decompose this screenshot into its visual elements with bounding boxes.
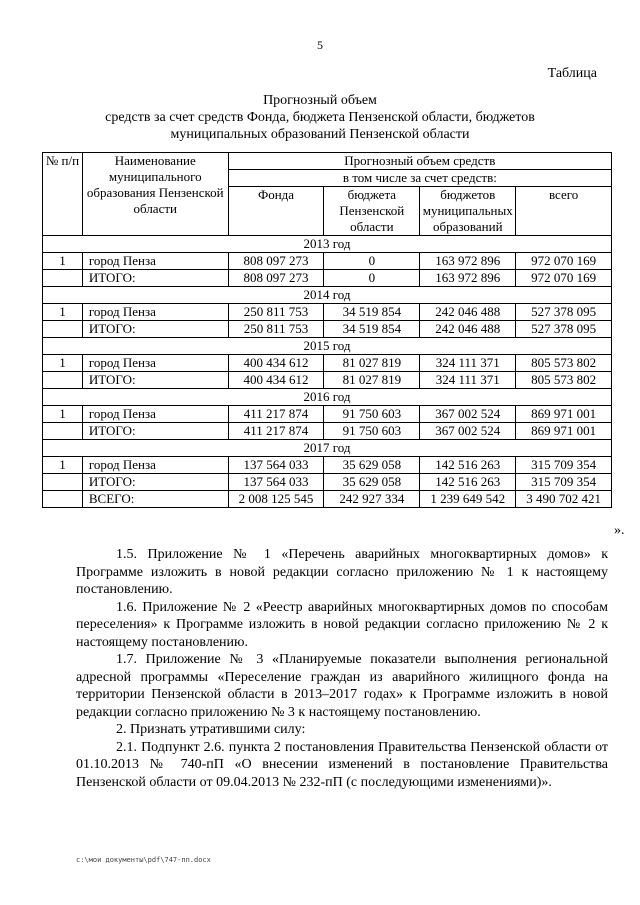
cell-total: 805 573 802: [516, 355, 612, 372]
cell-municipal: 1 239 649 542: [420, 491, 516, 508]
forecast-table: [42, 152, 612, 508]
cell-name: город Пенза: [82, 253, 228, 270]
cell-num: [43, 474, 83, 491]
page-number: 5: [317, 38, 323, 52]
header-region: бюджета Пензенской области: [324, 187, 420, 236]
cell-num: [43, 321, 83, 338]
cell-name: ИТОГО:: [82, 270, 228, 287]
cell-total: 527 378 095: [516, 321, 612, 338]
title-line: Прогнозный объем: [263, 93, 377, 108]
cell-name: город Пенза: [82, 304, 228, 321]
body-text: [76, 546, 608, 791]
header-name: Наименование муниципального образования Пензенской области: [82, 153, 228, 236]
cell-municipal: 242 046 488: [420, 304, 516, 321]
cell-total: 315 709 354: [516, 474, 612, 491]
subtotal-row: [43, 372, 612, 389]
cell-region: 35 629 058: [324, 474, 420, 491]
cell-total: 805 573 802: [516, 372, 612, 389]
cell-municipal: 324 111 371: [420, 372, 516, 389]
cell-region: 35 629 058: [324, 457, 420, 474]
cell-num: 1: [43, 355, 83, 372]
cell-region: 34 519 854: [324, 321, 420, 338]
table-label: Таблица: [547, 66, 597, 81]
cell-region: 81 027 819: [324, 372, 420, 389]
year-row: 2017 год: [43, 440, 612, 457]
cell-num: 1: [43, 457, 83, 474]
paragraph-2: 2. Признать утратившими силу:: [116, 722, 306, 737]
cell-fund: 137 564 033: [228, 457, 324, 474]
cell-fund: 250 811 753: [228, 304, 324, 321]
cell-municipal: 367 002 524: [420, 423, 516, 440]
header-forecast: Прогнозный объем средств: [228, 153, 611, 170]
grand-total-row: [43, 491, 612, 508]
cell-municipal: 324 111 371: [420, 355, 516, 372]
cell-region: 81 027 819: [324, 355, 420, 372]
paragraph-1-5: 1.5. Приложение № 1 «Перечень аварийных многоквартирных домов» к Программе изложить в новой редакции согласно приложению № 1 к настоящему постановлению.: [76, 547, 608, 597]
closing-quote-mark: ».: [614, 523, 625, 538]
cell-total: 972 070 169: [516, 270, 612, 287]
cell-fund: 250 811 753: [228, 321, 324, 338]
cell-num: 1: [43, 304, 83, 321]
table-row: [43, 406, 612, 423]
paragraph-2-1: 2.1. Подпункт 2.6. пункта 2 постановления Правительства Пензенской области от 01.10.2013 № 740-пП «О внесении изменений в постановление Правительства Пензенской области от 09.04.2013 № 232-пП (с последующими изменениями)».: [76, 739, 608, 790]
table-row: [43, 304, 612, 321]
cell-name: город Пенза: [82, 457, 228, 474]
paragraph-1-7: 1.7. Приложение № 3 «Планируемые показатели выполнения региональной адресной программы «Переселение граждан из аварийного жилищного фонда на территории Пензенской области в 2013–2017 годах» к Программе изложить в новой редакции согласно приложению № 3 к настоящему постановлению.: [76, 652, 608, 720]
cell-total: 972 070 169: [516, 253, 612, 270]
cell-fund: 2 008 125 545: [228, 491, 324, 508]
table-body: [43, 236, 612, 508]
cell-municipal: 142 516 263: [420, 457, 516, 474]
title-line: муниципальных образований Пензенской области: [170, 127, 470, 142]
table-row: [43, 355, 612, 372]
cell-municipal: 367 002 524: [420, 406, 516, 423]
cell-num: [43, 372, 83, 389]
cell-name: город Пенза: [82, 406, 228, 423]
year-row: 2014 год: [43, 287, 612, 304]
cell-region: 34 519 854: [324, 304, 420, 321]
cell-name: ИТОГО:: [82, 474, 228, 491]
cell-fund: 411 217 874: [228, 423, 324, 440]
cell-name: город Пенза: [82, 355, 228, 372]
table-title: [0, 92, 640, 143]
table-row: [43, 253, 612, 270]
header-fund: Фонда: [228, 187, 324, 236]
subtotal-row: [43, 474, 612, 491]
year-row: 2013 год: [43, 236, 612, 253]
cell-num: [43, 270, 83, 287]
cell-region: 0: [324, 253, 420, 270]
cell-total: 869 971 001: [516, 406, 612, 423]
cell-fund: 808 097 273: [228, 253, 324, 270]
cell-num: 1: [43, 406, 83, 423]
cell-total: 3 490 702 421: [516, 491, 612, 508]
cell-name: ИТОГО:: [82, 423, 228, 440]
cell-total: 869 971 001: [516, 423, 612, 440]
cell-fund: 400 434 612: [228, 372, 324, 389]
footer-file-path: c:\мои документы\pdf\747-пп.docx: [76, 856, 211, 864]
title-line: средств за счет средств Фонда, бюджета Пензенской области, бюджетов: [105, 110, 535, 125]
cell-fund: 400 434 612: [228, 355, 324, 372]
header-num: № п/п: [43, 153, 83, 236]
cell-name: ИТОГО:: [82, 372, 228, 389]
paragraph-1-6: 1.6. Приложение № 2 «Реестр аварийных многоквартирных домов по способам переселения» к Программе изложить в новой редакции согласно приложению № 2 к настоящему постановлению.: [76, 599, 608, 650]
year-row: 2015 год: [43, 338, 612, 355]
header-municipal: бюджетов муниципальных образований: [420, 187, 516, 236]
cell-municipal: 163 972 896: [420, 270, 516, 287]
subtotal-row: [43, 270, 612, 287]
cell-num: [43, 423, 83, 440]
cell-municipal: 163 972 896: [420, 253, 516, 270]
cell-fund: 411 217 874: [228, 406, 324, 423]
cell-fund: 137 564 033: [228, 474, 324, 491]
cell-total: 527 378 095: [516, 304, 612, 321]
header-total: всего: [516, 187, 612, 236]
cell-num: [43, 491, 83, 508]
cell-municipal: 142 516 263: [420, 474, 516, 491]
cell-fund: 808 097 273: [228, 270, 324, 287]
cell-num: 1: [43, 253, 83, 270]
cell-municipal: 242 046 488: [420, 321, 516, 338]
cell-name: ВСЕГО:: [82, 491, 228, 508]
table-row: [43, 457, 612, 474]
subtotal-row: [43, 321, 612, 338]
cell-region: 0: [324, 270, 420, 287]
cell-region: 242 927 334: [324, 491, 420, 508]
cell-name: ИТОГО:: [82, 321, 228, 338]
cell-region: 91 750 603: [324, 406, 420, 423]
subtotal-row: [43, 423, 612, 440]
cell-region: 91 750 603: [324, 423, 420, 440]
cell-total: 315 709 354: [516, 457, 612, 474]
header-incl: в том числе за счет средств:: [228, 170, 611, 187]
year-row: 2016 год: [43, 389, 612, 406]
